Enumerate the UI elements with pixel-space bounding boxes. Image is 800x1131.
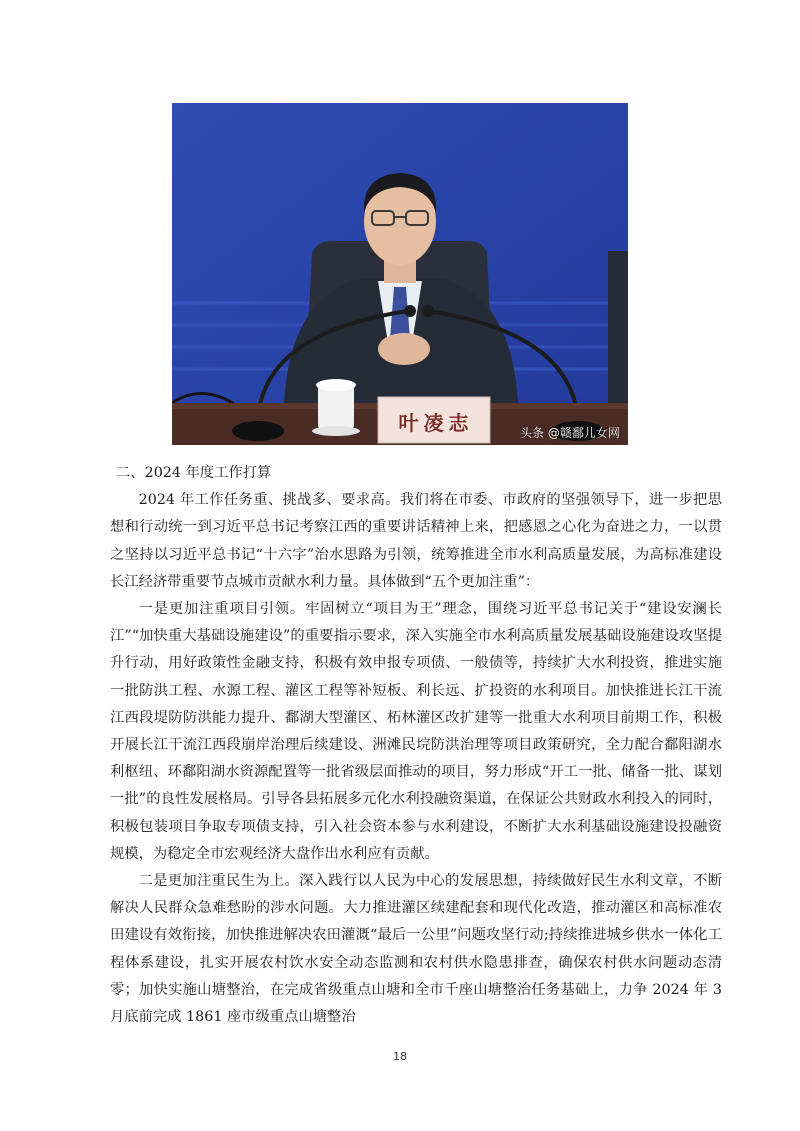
photo-watermark: 头条 @赣鄱儿女网 — [520, 426, 620, 440]
press-conference-photo — [172, 103, 628, 445]
paragraph-project-guidance: 一是更加注重项目引领。牢固树立“项目为王”理念，围绕习近平总书记关于“建设安澜长江”“加快重大基础设施建设”的重要指示要求，深入实施全市水利高质量发展基础设施建设攻坚提升行动，用好政策性金融支持，积极有效申报专项债、一般债等，持续扩大水利投资，推进实施一批防洪工程、水源工程、灌区工程等补短板、利长远、扩投资的水利项目。加快推进长江干流江西段堤防防洪能力提升、鄱湖大型灌区、柘林灌区改扩建等一批重大水利项目前期工作，积极开展长江干流江西段崩岸治理后续建设、洲滩民垸防洪治理等项目政策研究，全力配合鄱阳湖水利枢纽、环鄱阳湖水资源配置等一批省级层面推动的项目，努力形成“开工一批、储备一批、谋划一批”的良性发展格局。引导各县拓展多元化水利投融资渠道，在保证公共财政水利投入的同时，积极包装项目争取专项债支持，引入社会资本参与水利建设，不断扩大水利基础设施建设投融资规模，为稳定全市宏观经济大盘作出水利应有贡献。 — [110, 601, 722, 862]
document-body — [110, 460, 722, 1031]
nameplate-text: 叶凌志 — [398, 410, 474, 435]
photo-illustration — [172, 103, 628, 445]
section-heading: 二、2024 年度工作打算 — [116, 465, 272, 481]
page-number: 18 — [393, 1050, 407, 1063]
paragraph-intro: 2024 年工作任务重、挑战多、要求高。我们将在市委、市政府的坚强领导下，进一步把思想和行动统一到习近平总书记考察江西的重要讲话精神上来，把感恩之心化为奋进之力，一以贯之坚持以习近平总书记“十六字”治水思路为引领，统筹推进全市水利高质量发展，为高标准建设长江经济带重要节点城市贡献水利力量。具体做到“五个更加注重”： — [110, 492, 722, 590]
paragraph-livelihood: 二是更加注重民生为上。深入践行以人民为中心的发展思想，持续做好民生水利文章，不断解决人民群众急难愁盼的涉水问题。大力推进灌区续建配套和现代化改造，推动灌区和高标准农田建设有效衔接，加快推进解决农田灌溉“最后一公里”问题攻坚行动;持续推进城乡供水一体化工程体系建设，扎实开展农村饮水安全动态监测和农村供水隐患排查，确保农村供水问题动态清零；加快实施山塘整治，在完成省级重点山塘和全市千座山塘整治任务基础上，力争 2024 年 3 月底前完成 1861 座市级重点山塘整治 — [110, 873, 722, 1026]
